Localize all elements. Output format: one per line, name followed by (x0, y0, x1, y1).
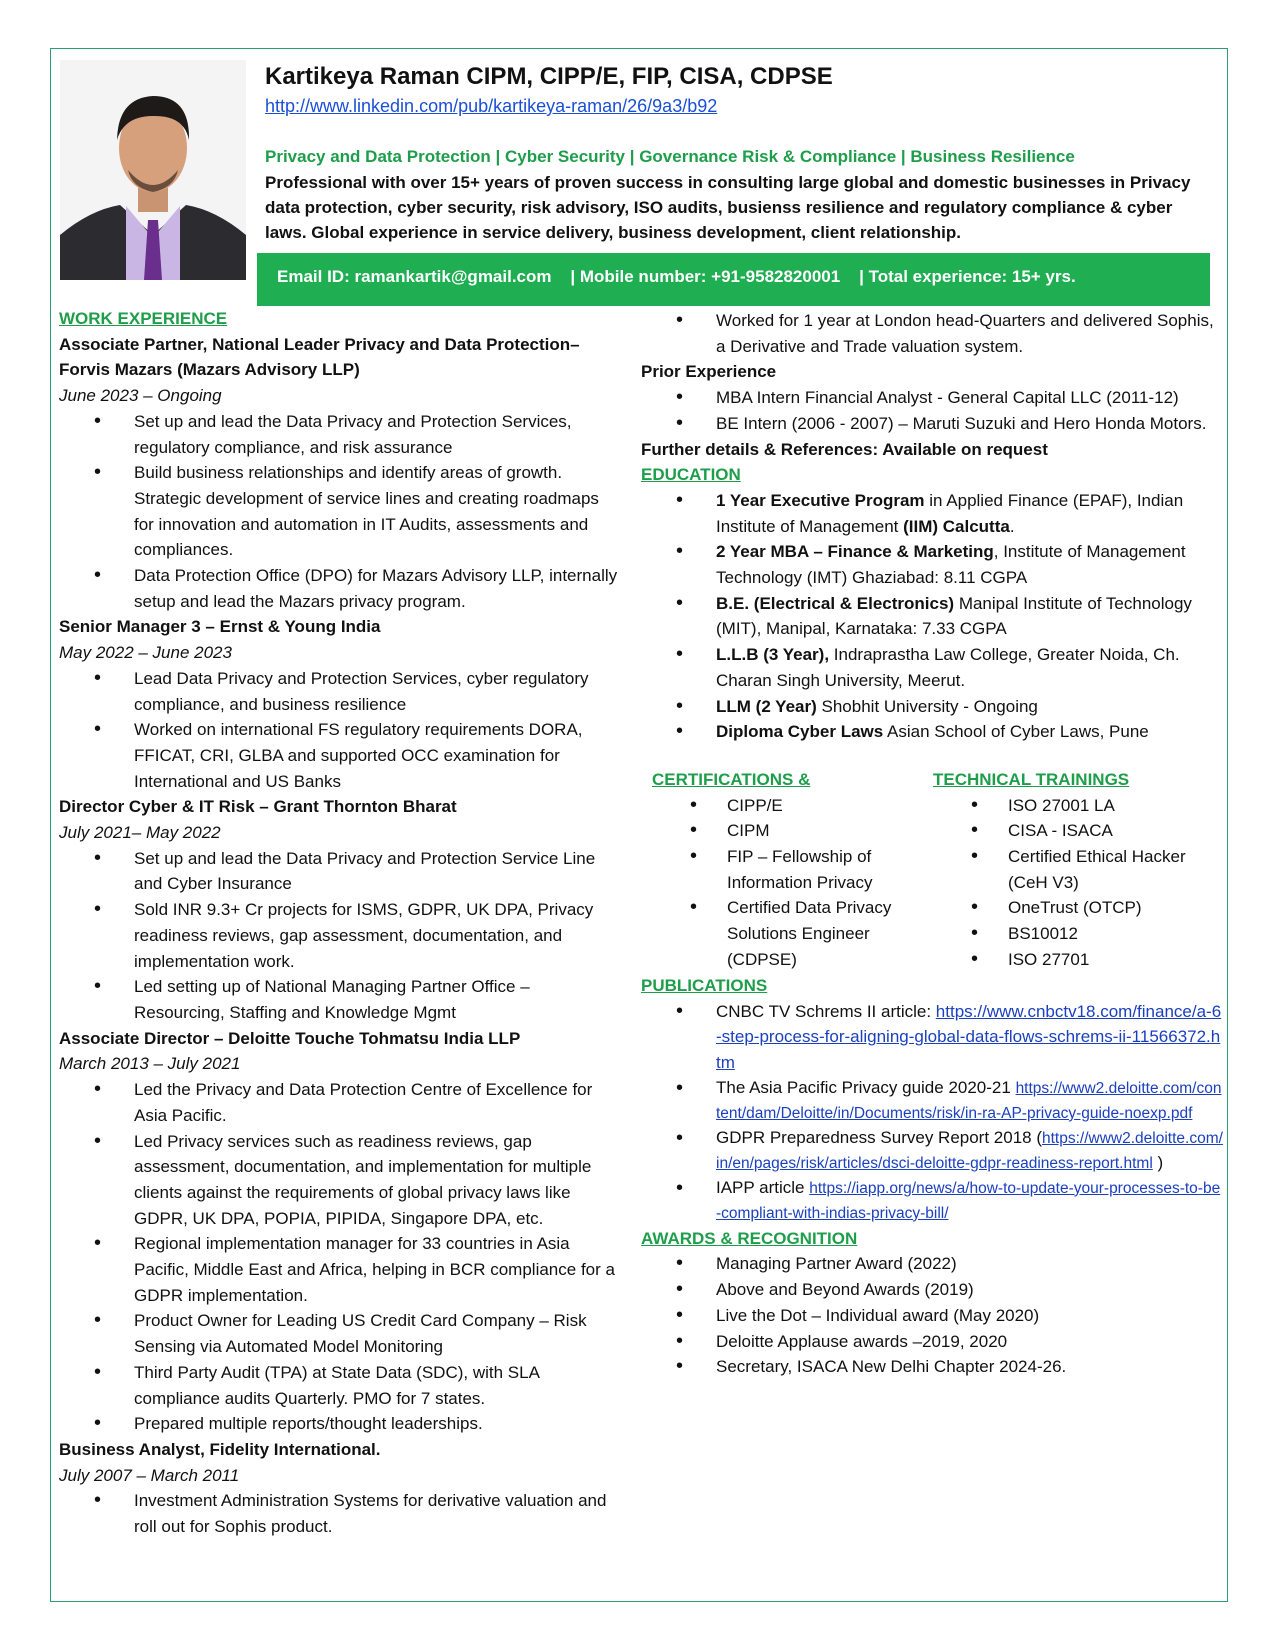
job-dates: March 2013 – July 2021 (59, 1054, 241, 1074)
job-dates: July 2007 – March 2011 (59, 1465, 240, 1485)
education-degree: L.L.B (3 Year), (716, 645, 830, 665)
training-item: • CISA - ISACA (933, 818, 1193, 844)
job-bullet: • Data Protection Office (DPO) for Mazars Advisory LLP, internally setup and lead the Mazars privacy program. (59, 563, 619, 614)
training-item: • ISO 27701 (933, 947, 1193, 973)
prior-bullets (641, 385, 1224, 436)
trainings-list (933, 793, 1193, 973)
education-list (641, 488, 1224, 745)
award-item: • Deloitte Applause awards –2019, 2020 (641, 1329, 1224, 1355)
certification-item: • CIPM (652, 818, 922, 844)
education-degree: B.E. (Electrical & Electronics) (716, 593, 955, 613)
job-title: Senior Manager 3 – Ernst & Young India (59, 617, 381, 637)
education-institution: (IIM) Calcutta (903, 516, 1010, 536)
job-bullets (59, 1488, 619, 1539)
left-column (59, 306, 619, 1540)
publication-link[interactable]: https://iapp.org/news/a/how-to-update-your-processes-to-be-compliant-with-indias-privacy-bill/ (716, 1179, 1221, 1222)
section-heading-publications: PUBLICATIONS (641, 975, 768, 995)
job-bullet: • Prepared multiple reports/thought leaderships. (59, 1411, 619, 1437)
award-item: • Managing Partner Award (2022) (641, 1251, 1224, 1277)
education-item (641, 488, 1224, 539)
job-bullet: • Worked on international FS regulatory requirements DORA, FFICAT, CRI, GLBA and supported OCC examination for International and US Banks (59, 717, 619, 794)
continued-bullets (641, 308, 1224, 359)
linkedin-link[interactable]: http://www.linkedin.com/pub/kartikeya-raman/26/9a3/b92 (265, 96, 718, 116)
job-bullet: • Investment Administration Systems for derivative valuation and roll out for Sophis product. (59, 1488, 619, 1539)
job-title: Business Analyst, Fidelity International. (59, 1439, 381, 1459)
education-item (641, 719, 1224, 745)
job-bullet: • Third Party Audit (TPA) at State Data (SDC), with SLA compliance audits Quarterly. PMO for 7 states. (59, 1360, 619, 1411)
right-column (641, 308, 1224, 1380)
education-item (641, 591, 1224, 642)
award-item: • Secretary, ISACA New Delhi Chapter 2024-26. (641, 1354, 1224, 1380)
education-degree: 1 Year Executive Program (716, 490, 925, 510)
job-bullet: • Set up and lead the Data Privacy and Protection Services, regulatory compliance, and risk assurance (59, 409, 619, 460)
awards-list (641, 1251, 1224, 1380)
section-heading-awards: AWARDS & RECOGNITION (641, 1228, 858, 1248)
award-item: • Live the Dot – Individual award (May 2020) (641, 1303, 1224, 1329)
education-item (641, 642, 1224, 693)
certification-item: • FIP – Fellowship of Information Privacy (652, 844, 922, 895)
references-note: Further details & References: Available on request (641, 439, 1048, 459)
certifications-column (652, 767, 922, 973)
certification-item: • Certified Data Privacy Solutions Engineer (CDPSE) (652, 895, 922, 972)
education-degree: 2 Year MBA – Finance & Marketing (716, 542, 994, 562)
job-dates: May 2022 – June 2023 (59, 643, 232, 663)
training-item: • BS10012 (933, 921, 1193, 947)
section-heading-trainings: TECHNICAL TRAININGS (933, 769, 1130, 789)
job-bullets (59, 666, 619, 795)
certifications-list (652, 793, 922, 973)
job-dates: June 2023 – Ongoing (59, 386, 222, 406)
section-heading-education: EDUCATION (641, 465, 741, 485)
candidate-name: Kartikeya Raman CIPM, CIPP/E, FIP, CISA, CDPSE (265, 63, 833, 90)
job-title: Associate Partner, National Leader Privacy and Data Protection– Forvis Mazars (Mazars Advisory LLP) (59, 334, 580, 380)
job-bullets (59, 409, 619, 615)
education-detail: Indraprastha Law College, Greater Noida, Ch. Charan Singh University, Meerut. (716, 645, 1180, 690)
job-bullets (59, 846, 619, 1026)
award-item: • Above and Beyond Awards (2019) (641, 1277, 1224, 1303)
education-degree: Diploma Cyber Laws (716, 722, 884, 742)
job-bullet: • Led setting up of National Managing Partner Office – Resourcing, Staffing and Knowledge Mgmt (59, 974, 619, 1025)
job-bullet: • Led the Privacy and Data Protection Centre of Excellence for Asia Pacific. (59, 1077, 619, 1128)
professional-summary: Professional with over 15+ years of proven success in consulting large global and domestic businesses in Privacy data protection, cyber security, risk advisory, ISO audits, busienss resilience and regulatory compliance & cyber laws. Global experience in service delivery, business development, client relationship. (265, 173, 1191, 242)
education-tail: . (1009, 516, 1015, 536)
publication-item (641, 1076, 1224, 1126)
contact-banner: Email ID: ramankartik@gmail.com | Mobile number: +91-9582820001 | Total experience: 15+ yrs. (257, 253, 1210, 306)
publication-suffix: ) (1152, 1152, 1164, 1172)
training-item: • OneTrust (OTCP) (933, 895, 1193, 921)
training-item: • Certified Ethical Hacker (CeH V3) (933, 844, 1193, 895)
job-bullet: • Worked for 1 year at London head-Quarters and delivered Sophis, a Derivative and Trade valuation system. (641, 308, 1224, 359)
job-bullets (59, 1077, 619, 1437)
education-detail: in Applied Finance (EPAF), Indian Institute of Management (716, 490, 1184, 536)
education-detail: , Institute of Management Technology (IMT) Ghaziabad: 8.11 CGPA (716, 542, 1186, 588)
publication-title: The Asia Pacific Privacy guide 2020-21 (716, 1077, 1016, 1097)
job-bullet: • Sold INR 9.3+ Cr projects for ISMS, GDPR, UK DPA, Privacy readiness reviews, gap assessment, documentation, and implementation work. (59, 897, 619, 974)
section-heading-certifications: CERTIFICATIONS & (652, 769, 811, 789)
publication-link[interactable]: https://www.cnbctv18.com/finance/a-6-step-process-for-aligning-global-data-flows-schrems-ii-11566372.htm (716, 1001, 1222, 1073)
prior-bullet: • MBA Intern Financial Analyst - General Capital LLC (2011-12) (641, 385, 1224, 411)
job-bullet: • Led Privacy services such as readiness reviews, gap assessment, documentation, and implementation for multiple clients against the requirements of global privacy laws like GDPR, UK DPA, POPIA, PIPIDA, Singapore DPA, etc. (59, 1129, 619, 1232)
job-title: Associate Director – Deloitte Touche Tohmatsu India LLP (59, 1028, 521, 1048)
prior-experience-heading: Prior Experience (641, 362, 777, 382)
job-bullet: • Set up and lead the Data Privacy and Protection Service Line and Cyber Insurance (59, 846, 619, 897)
job-bullet: • Regional implementation manager for 33 countries in Asia Pacific, Middle East and Africa, helping in BCR compliance for a GDPR implementation. (59, 1231, 619, 1308)
certification-item: • CIPP/E (652, 793, 922, 819)
job-title: Director Cyber & IT Risk – Grant Thornton Bharat (59, 797, 457, 817)
education-degree: LLM (2 Year) (716, 696, 817, 716)
job-dates: July 2021– May 2022 (59, 823, 221, 843)
education-detail: Shobhit University - Ongoing (816, 696, 1038, 716)
publications-list (641, 999, 1224, 1226)
education-item (641, 539, 1224, 590)
publication-item (641, 1176, 1224, 1226)
profile-photo (60, 60, 246, 280)
training-item: • ISO 27001 LA (933, 793, 1193, 819)
publication-item (641, 1126, 1224, 1176)
publication-title: CNBC TV Schrems II article: (716, 1001, 936, 1021)
certs-trainings-block (641, 767, 1224, 973)
job-bullet: • Lead Data Privacy and Protection Services, cyber regulatory compliance, and business resilience (59, 666, 619, 717)
publication-title: GDPR Preparedness Survey Report 2018 ( (716, 1127, 1042, 1147)
publication-title: IAPP article (716, 1177, 810, 1197)
tagline: Privacy and Data Protection | Cyber Security | Governance Risk & Compliance | Business Resilience (265, 147, 1075, 166)
job-bullet: • Product Owner for Leading US Credit Card Company – Risk Sensing via Automated Model Monitoring (59, 1308, 619, 1359)
education-detail: Asian School of Cyber Laws, Pune (883, 722, 1149, 742)
publication-item (641, 999, 1224, 1076)
job-bullet: • Build business relationships and identify areas of growth. Strategic development of service lines and creating roadmaps for innovation and automation in IT Audits, assessments and compliances. (59, 460, 619, 563)
publication-link[interactable]: https://www2.deloitte.com/content/dam/Deloitte/in/Documents/risk/in-ra-AP-privacy-guide-noexp.pdf (716, 1079, 1222, 1122)
education-detail: Manipal Institute of Technology (MIT), Manipal, Karnataka: 7.33 CGPA (716, 593, 1192, 639)
prior-bullet: • BE Intern (2006 - 2007) – Maruti Suzuki and Hero Honda Motors. (641, 411, 1224, 437)
trainings-column (933, 767, 1193, 973)
education-item (641, 694, 1224, 720)
publication-link[interactable]: https://www2.deloitte.com/in/en/pages/risk/articles/dsci-deloitte-gdpr-readiness-report.html (716, 1129, 1223, 1172)
section-heading-work-experience: WORK EXPERIENCE (59, 309, 228, 328)
